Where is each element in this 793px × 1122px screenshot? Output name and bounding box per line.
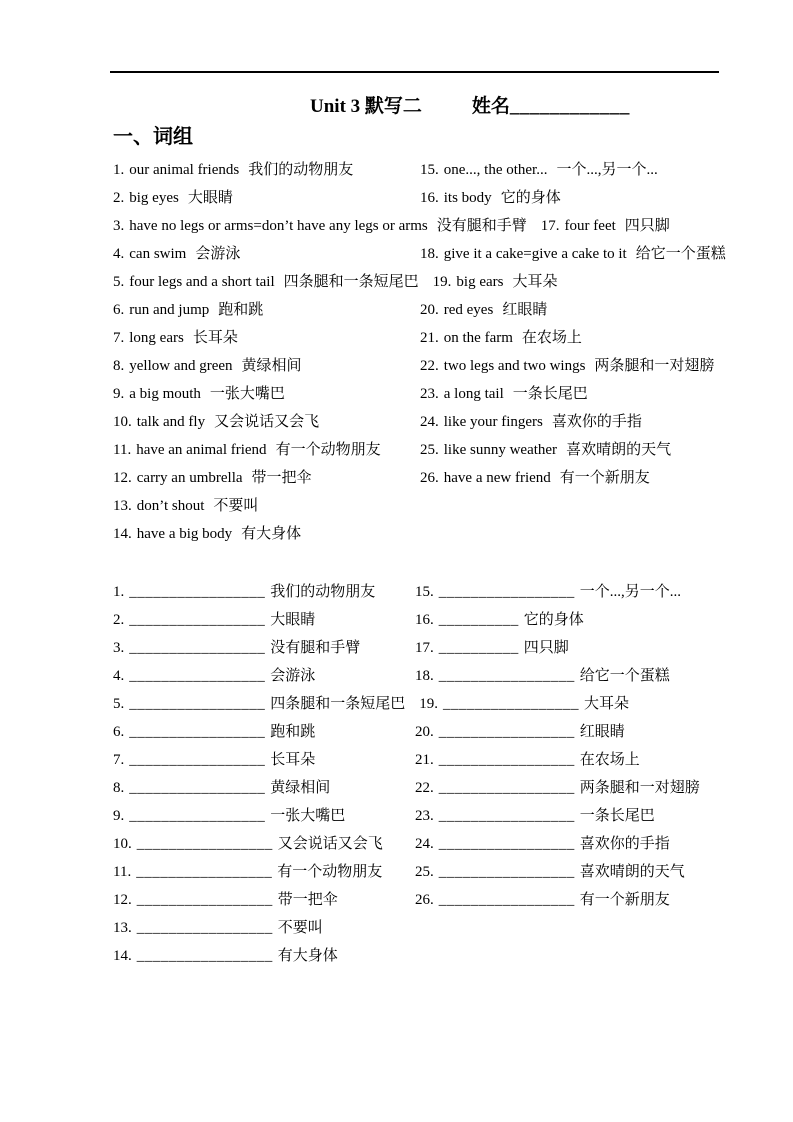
item-english: one..., the other... [443, 162, 548, 178]
blank-item-right [415, 886, 670, 914]
answer-blank: __________ [438, 612, 519, 628]
top-rule [110, 71, 719, 73]
page-title: Unit 3 默写二 [310, 96, 422, 117]
blank-item-right [419, 690, 629, 718]
phrase-item-left [113, 408, 420, 436]
item-number: 15. [420, 162, 439, 178]
item-number: 7. [113, 752, 125, 768]
item-number: 13. [113, 498, 132, 514]
phrase-item-right [420, 408, 642, 436]
answer-blank: _________________ [438, 808, 575, 824]
blank-item-left [113, 830, 415, 858]
item-number: 16. [415, 612, 434, 628]
item-english: red eyes [443, 302, 494, 318]
item-english: give it a cake=give a cake to it [443, 246, 627, 262]
item-english: our animal friends [129, 162, 240, 178]
phrase-item-left [113, 268, 433, 296]
item-number: 18. [420, 246, 439, 262]
item-number: 17. [540, 218, 560, 234]
item-number: 12. [113, 892, 132, 908]
item-chinese: 一张大嘴巴 [209, 386, 285, 402]
item-chinese: 没有腿和手臂 [270, 640, 361, 656]
blank-row [113, 774, 700, 802]
item-number: 23. [415, 808, 434, 824]
item-english: can swim [129, 246, 187, 262]
phrase-item-right [433, 268, 558, 296]
item-english: four legs and a short tail [129, 274, 275, 290]
name-blank: ____________ [509, 96, 630, 117]
title-line [310, 94, 630, 120]
item-english: like sunny weather [443, 442, 558, 458]
item-chinese: 长耳朵 [192, 330, 238, 346]
phrase-row [113, 352, 726, 380]
blank-item-left [113, 774, 415, 802]
item-number: 21. [415, 752, 434, 768]
item-chinese: 有一个动物朋友 [275, 442, 381, 458]
blank-item-right [415, 634, 569, 662]
item-english: yellow and green [129, 358, 233, 374]
phrase-item-right [420, 436, 671, 464]
phrase-item-right [420, 184, 561, 212]
item-chinese: 喜欢你的手指 [551, 414, 642, 430]
item-chinese: 红眼睛 [579, 724, 625, 740]
item-number: 9. [113, 808, 125, 824]
item-chinese: 有大身体 [277, 948, 338, 964]
item-chinese: 喜欢你的手指 [579, 836, 670, 852]
item-number: 12. [113, 470, 132, 486]
item-chinese: 长耳朵 [270, 752, 316, 768]
item-chinese: 一个...,另一个... [579, 584, 682, 600]
item-number: 3. [113, 218, 125, 234]
item-chinese: 它的身体 [500, 190, 561, 206]
blank-item-right [415, 662, 670, 690]
phrase-row [113, 212, 726, 240]
item-number: 5. [113, 274, 125, 290]
fill-in-blank-list [113, 578, 700, 970]
item-english: big ears [456, 274, 504, 290]
item-chinese: 喜欢晴朗的天气 [566, 442, 672, 458]
blank-row [113, 886, 700, 914]
phrase-item-left [113, 352, 420, 380]
item-number: 5. [113, 696, 125, 712]
item-number: 8. [113, 358, 125, 374]
item-chinese: 大耳朵 [584, 696, 630, 712]
blank-row [113, 858, 700, 886]
item-number: 18. [415, 668, 434, 684]
item-chinese: 四只脚 [624, 218, 670, 234]
item-chinese: 有大身体 [241, 526, 302, 542]
item-chinese: 大眼睛 [270, 612, 316, 628]
item-number: 20. [420, 302, 439, 318]
answer-blank: _________________ [136, 920, 273, 936]
item-chinese: 在农场上 [521, 330, 582, 346]
answer-blank: _________________ [129, 724, 266, 740]
item-english: talk and fly [136, 414, 206, 430]
phrase-row [113, 436, 726, 464]
blank-item-left [113, 662, 415, 690]
phrase-item-right [420, 380, 588, 408]
phrase-row [113, 156, 726, 184]
phrase-row [113, 184, 726, 212]
item-number: 19. [432, 274, 452, 290]
blank-row [113, 606, 700, 634]
blank-row [113, 942, 700, 970]
item-english: have an animal friend [136, 442, 267, 458]
answer-blank: _________________ [438, 864, 575, 880]
item-number: 9. [113, 386, 125, 402]
item-english: big eyes [129, 190, 179, 206]
item-number: 21. [420, 330, 439, 346]
item-number: 17. [415, 640, 434, 656]
item-number: 20. [415, 724, 434, 740]
blank-row [113, 690, 700, 718]
item-number: 10. [113, 414, 132, 430]
item-number: 14. [113, 948, 132, 964]
blank-item-left [113, 942, 415, 970]
answer-blank: _________________ [438, 752, 575, 768]
blank-item-right [415, 830, 670, 858]
blank-item-right [415, 718, 625, 746]
answer-blank: _________________ [438, 668, 575, 684]
item-chinese: 有一个动物朋友 [277, 864, 383, 880]
item-number: 2. [113, 612, 125, 628]
phrase-row [113, 492, 726, 520]
item-number: 2. [113, 190, 125, 206]
phrase-row [113, 464, 726, 492]
item-chinese: 四只脚 [523, 640, 569, 656]
item-english: long ears [129, 330, 184, 346]
blank-row [113, 802, 700, 830]
item-number: 6. [113, 724, 125, 740]
blank-row [113, 746, 700, 774]
answer-blank: _________________ [438, 892, 575, 908]
blank-item-left [113, 886, 415, 914]
answer-blank: _________________ [136, 836, 273, 852]
item-number: 19. [419, 696, 439, 712]
item-chinese: 两条腿和一对翅膀 [594, 358, 715, 374]
item-chinese: 有一个新朋友 [579, 892, 670, 908]
phrase-item-right [420, 156, 658, 184]
phrase-item-left [113, 436, 420, 464]
phrase-item-right [420, 296, 547, 324]
answer-blank: _________________ [129, 640, 266, 656]
item-english: run and jump [129, 302, 210, 318]
answer-blank: _________________ [129, 780, 266, 796]
item-number: 23. [420, 386, 439, 402]
item-chinese: 一条长尾巴 [579, 808, 655, 824]
item-chinese: 有一个新朋友 [559, 470, 650, 486]
item-english: carry an umbrella [136, 470, 243, 486]
item-english: two legs and two wings [443, 358, 586, 374]
item-english: a big mouth [129, 386, 201, 402]
item-number: 6. [113, 302, 125, 318]
blank-row [113, 718, 700, 746]
item-chinese: 四条腿和一条短尾巴 [270, 696, 406, 712]
item-number: 1. [113, 162, 125, 178]
blank-item-left [113, 718, 415, 746]
blank-item-left [113, 634, 415, 662]
item-english: four feet [564, 218, 616, 234]
blank-item-left [113, 606, 415, 634]
item-chinese: 黄绿相间 [241, 358, 302, 374]
blank-item-left [113, 858, 415, 886]
phrase-row [113, 240, 726, 268]
blank-item-right [415, 606, 584, 634]
answer-blank: _________________ [129, 668, 266, 684]
answer-blank: _________________ [129, 612, 266, 628]
item-chinese: 它的身体 [523, 612, 584, 628]
item-number: 25. [415, 864, 434, 880]
item-english: have a big body [136, 526, 233, 542]
phrase-item-right [420, 324, 582, 352]
blank-item-left [113, 578, 415, 606]
item-chinese: 给它一个蛋糕 [635, 246, 726, 262]
answer-blank: _________________ [129, 584, 266, 600]
item-chinese: 会游泳 [195, 246, 241, 262]
phrase-item-left [113, 324, 420, 352]
phrase-item-left [113, 520, 420, 548]
item-english: its body [443, 190, 492, 206]
item-number: 3. [113, 640, 125, 656]
item-number: 7. [113, 330, 125, 346]
item-number: 14. [113, 526, 132, 542]
blank-item-left [113, 914, 415, 942]
item-number: 22. [420, 358, 439, 374]
item-number: 24. [415, 836, 434, 852]
answer-blank: _________________ [443, 696, 580, 712]
answer-blank: _________________ [129, 808, 266, 824]
item-number: 8. [113, 780, 125, 796]
item-chinese: 带一把伞 [277, 892, 338, 908]
item-chinese: 红眼睛 [502, 302, 548, 318]
section-heading: 一、词组 [113, 126, 193, 148]
item-chinese: 没有腿和手臂 [436, 218, 527, 234]
answer-blank: _________________ [136, 892, 273, 908]
item-english: have a new friend [443, 470, 551, 486]
item-chinese: 不要叫 [277, 920, 323, 936]
answer-blank: _________________ [438, 836, 575, 852]
blank-item-left [113, 746, 415, 774]
blank-item-right [415, 858, 685, 886]
answer-blank: __________ [438, 640, 519, 656]
item-chinese: 会游泳 [270, 668, 316, 684]
item-english: have no legs or arms=don’t have any legs or arms [129, 218, 428, 234]
item-chinese: 一张大嘴巴 [270, 808, 346, 824]
item-chinese: 大耳朵 [512, 274, 558, 290]
item-number: 13. [113, 920, 132, 936]
item-chinese: 给它一个蛋糕 [579, 668, 670, 684]
answer-blank: _________________ [136, 948, 273, 964]
phrase-row [113, 324, 726, 352]
phrase-item-left [113, 464, 420, 492]
answer-blank: _________________ [438, 724, 575, 740]
item-chinese: 带一把伞 [251, 470, 312, 486]
item-chinese: 一个...,另一个... [556, 162, 658, 178]
phrase-item-left [113, 212, 541, 240]
item-number: 16. [420, 190, 439, 206]
item-chinese: 我们的动物朋友 [248, 162, 354, 178]
answer-blank: _________________ [438, 584, 575, 600]
item-number: 11. [113, 442, 132, 458]
item-chinese: 在农场上 [579, 752, 640, 768]
item-english: don’t shout [136, 498, 205, 514]
item-number: 4. [113, 668, 125, 684]
phrase-item-right [420, 240, 726, 268]
blank-item-right [415, 746, 640, 774]
blank-row [113, 662, 700, 690]
item-chinese: 四条腿和一条短尾巴 [283, 274, 419, 290]
phrase-item-right [420, 464, 650, 492]
phrase-item-left [113, 296, 420, 324]
blank-item-left [113, 802, 415, 830]
phrase-row [113, 268, 726, 296]
item-chinese: 又会说话又会飞 [277, 836, 383, 852]
item-number: 10. [113, 836, 132, 852]
item-english: like your fingers [443, 414, 543, 430]
item-number: 24. [420, 414, 439, 430]
blank-row [113, 578, 700, 606]
item-english: on the farm [443, 330, 513, 346]
blank-row [113, 914, 700, 942]
item-chinese: 跑和跳 [270, 724, 316, 740]
phrase-row [113, 380, 726, 408]
blank-item-right [415, 802, 655, 830]
item-chinese: 我们的动物朋友 [270, 584, 376, 600]
item-number: 15. [415, 584, 434, 600]
blank-row [113, 830, 700, 858]
item-chinese: 黄绿相间 [270, 780, 331, 796]
answer-blank: _________________ [136, 864, 273, 880]
answer-blank: _________________ [129, 696, 266, 712]
phrase-row [113, 408, 726, 436]
phrase-item-left [113, 156, 420, 184]
item-chinese: 不要叫 [213, 498, 259, 514]
item-chinese: 跑和跳 [218, 302, 264, 318]
item-chinese: 一条长尾巴 [512, 386, 588, 402]
item-chinese: 两条腿和一对翅膀 [579, 780, 700, 796]
blank-item-left [113, 690, 419, 718]
item-chinese: 喜欢晴朗的天气 [579, 864, 685, 880]
item-number: 22. [415, 780, 434, 796]
item-number: 11. [113, 864, 132, 880]
phrase-item-left [113, 380, 420, 408]
name-label: 姓名 [471, 96, 510, 117]
phrase-row [113, 520, 726, 548]
phrase-item-left [113, 184, 420, 212]
item-number: 26. [420, 470, 439, 486]
item-number: 1. [113, 584, 125, 600]
item-chinese: 又会说话又会飞 [214, 414, 320, 430]
phrase-row [113, 296, 726, 324]
phrase-item-right [541, 212, 670, 240]
item-number: 25. [420, 442, 439, 458]
item-number: 4. [113, 246, 125, 262]
phrase-list [113, 156, 726, 548]
phrase-item-left [113, 240, 420, 268]
item-chinese: 大眼睛 [187, 190, 233, 206]
answer-blank: _________________ [438, 780, 575, 796]
blank-item-right [415, 578, 681, 606]
phrase-item-left [113, 492, 420, 520]
item-number: 26. [415, 892, 434, 908]
blank-row [113, 634, 700, 662]
answer-blank: _________________ [129, 752, 266, 768]
item-english: a long tail [443, 386, 504, 402]
phrase-item-right [420, 352, 714, 380]
blank-item-right [415, 774, 700, 802]
